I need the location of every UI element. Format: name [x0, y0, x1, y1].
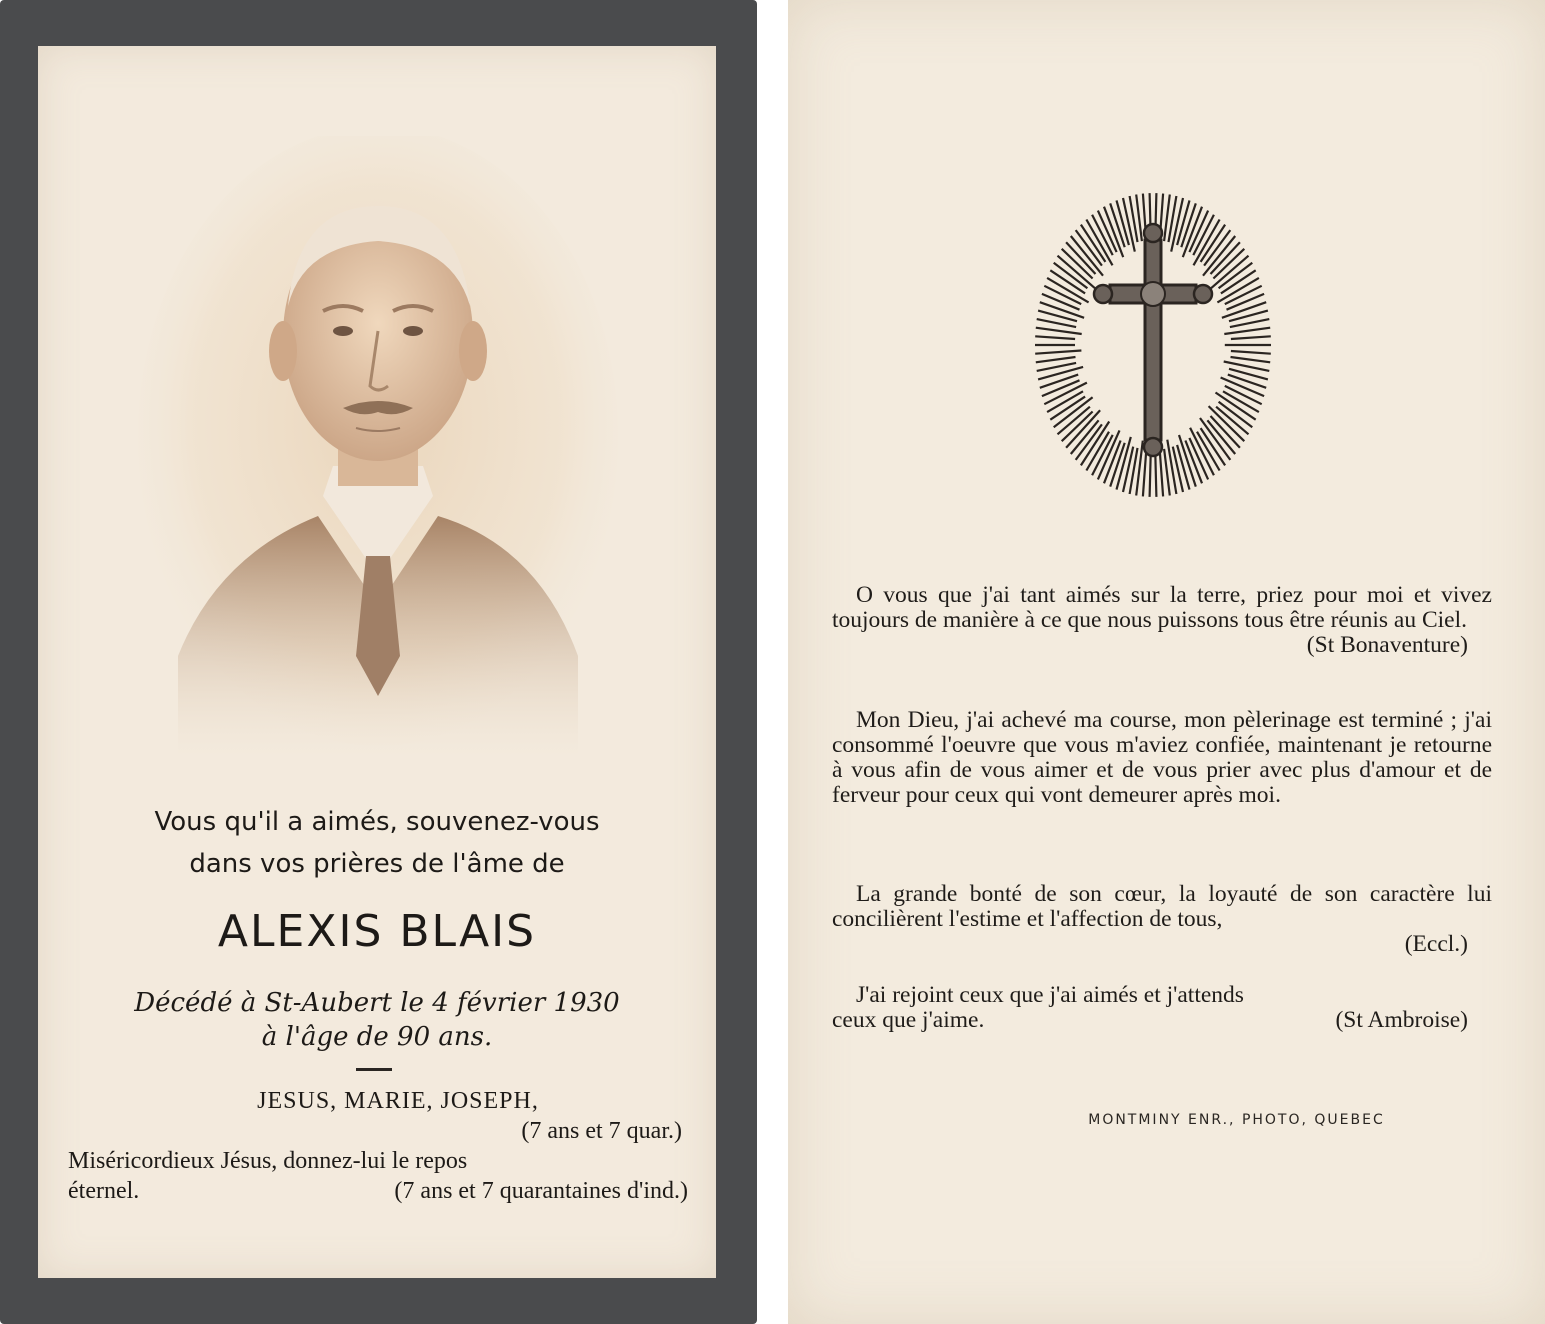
photographer-credit: MONTMINY ENR., PHOTO, QUEBEC — [1088, 1112, 1385, 1128]
quote-3-text: La grande bonté de son cœur, la loyauté de son caractère lui concilièrent l'estime et l'affection de tous, — [832, 881, 1492, 932]
death-line-1: Décédé à St-Aubert le 4 février 1930 — [134, 988, 620, 1018]
divider — [356, 1068, 392, 1071]
death-line-2: à l'âge de 90 ans. — [261, 1022, 493, 1052]
quote-1-text: O vous que j'ai tant aimés sur la terre, priez pour moi et vivez toujours de manière à ce que nous puissons tous être réunis au Ciel. — [832, 582, 1492, 633]
quote-3-attribution: (Eccl.) — [1404, 931, 1468, 957]
prayer-line-2-left: éternel. — [68, 1178, 140, 1204]
quote-4-attribution: (St Ambroise) — [1335, 1007, 1468, 1033]
quote-4-line-1: J'ai rejoint ceux que j'ai aimés et j'attends — [856, 982, 1244, 1008]
quote-ambroise — [832, 983, 1492, 1033]
cross-rays-icon — [1028, 185, 1278, 505]
prayer-line-2 — [68, 1176, 688, 1206]
indulgence-prayer — [68, 1086, 688, 1206]
portrait-photo — [138, 136, 618, 756]
front-card — [0, 0, 757, 1324]
prayer-line-2-right: (7 ans et 7 quarantaines d'ind.) — [394, 1178, 688, 1204]
quote-1-attribution: (St Bonaventure) — [1306, 632, 1468, 658]
death-details — [38, 986, 716, 1054]
prayer-line-1: Miséricordieux Jésus, donnez-lui le repos — [68, 1148, 468, 1174]
prayer-title: JESUS, MARIE, JOSEPH, — [257, 1088, 539, 1114]
verse-line-1: Vous qu'il a aimés, souvenez-vous — [154, 807, 600, 837]
quote-2-text: Mon Dieu, j'ai achevé ma course, mon pèlerinage est terminé ; j'ai consommé l'oeuvre que vous m'aviez confiée, maintenant je retourne à vous afin de vous aimer et de vous prier avec plus d'amour et de ferveur pour ceux qui vont demeurer après moi. — [832, 707, 1492, 808]
quote-eccl — [832, 882, 1492, 957]
quote-mon-dieu — [832, 708, 1492, 808]
quote-4-line-2-row — [832, 1008, 1492, 1033]
quote-bonaventure — [832, 583, 1492, 658]
verse-line-2: dans vos prières de l'âme de — [189, 849, 565, 879]
prayer-indulgence-1: (7 ans et 7 quar.) — [521, 1118, 682, 1144]
deceased-name: ALEXIS BLAIS — [217, 906, 537, 957]
front-card-face — [38, 46, 716, 1278]
back-card — [788, 0, 1545, 1324]
quote-4-line-2: ceux que j'aime. — [832, 1007, 985, 1033]
memorial-verse — [38, 801, 716, 885]
